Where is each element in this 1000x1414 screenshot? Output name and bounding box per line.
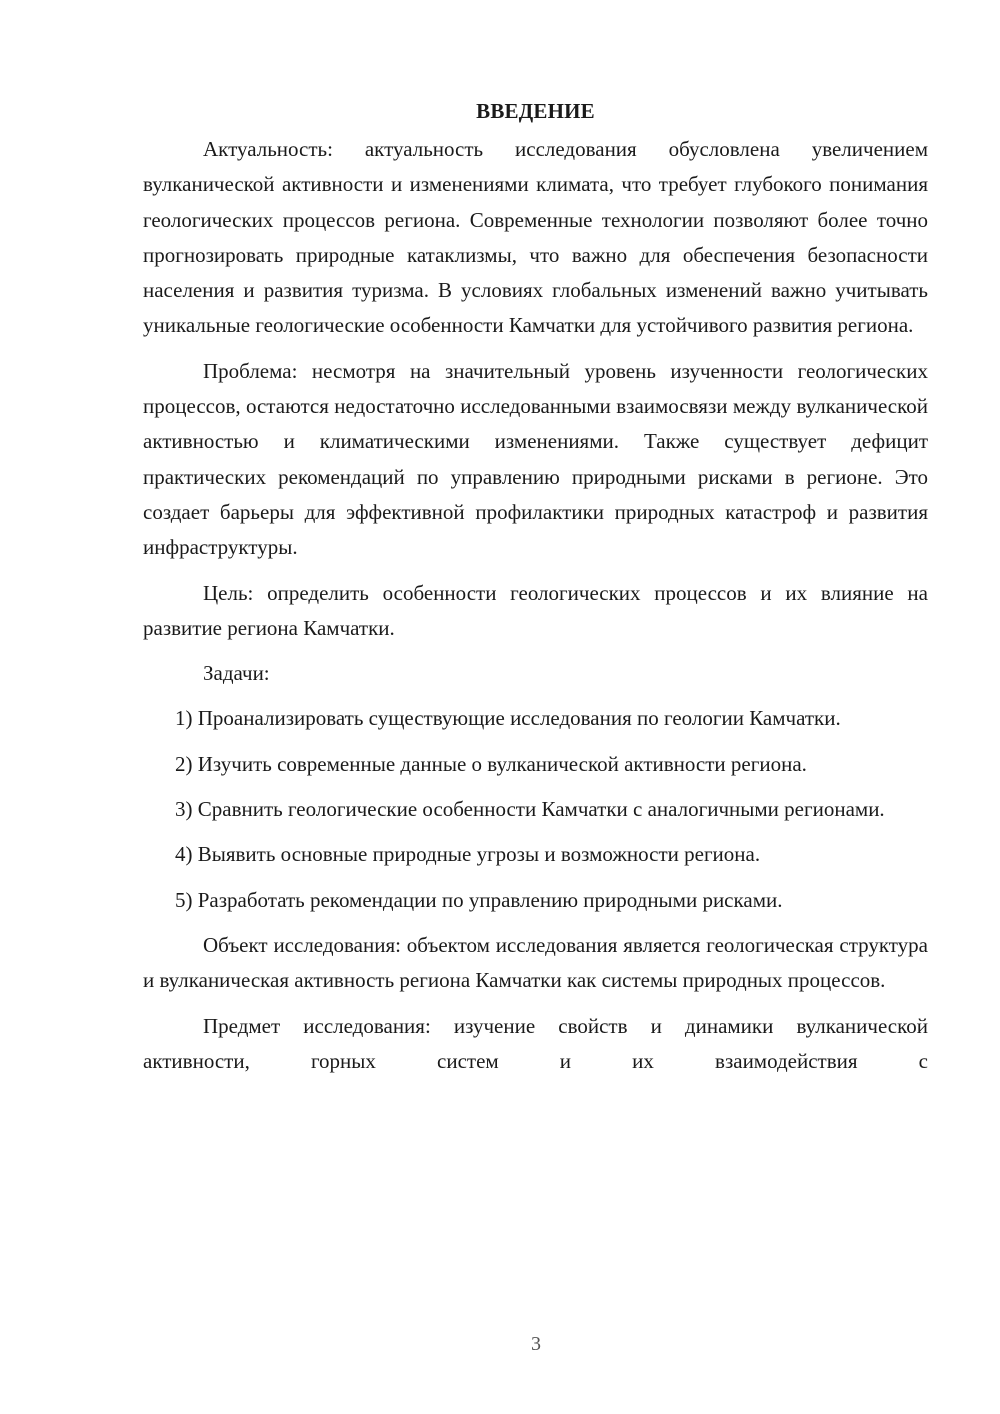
task-item-4: 4) Выявить основные природные угрозы и возможности региона. bbox=[175, 842, 761, 867]
task-item-3: 3) Сравнить геологические особенности Камчатки с аналогичными регионами. bbox=[175, 797, 885, 822]
task-item-2: 2) Изучить современные данные о вулканической активности региона. bbox=[175, 751, 807, 776]
goal-paragraph: Цель: определить особенности геологических процессов и их влияние на развитие региона Камчатки. bbox=[143, 580, 928, 640]
task-item-1: 1) Проанализировать существующие исследования по геологии Камчатки. bbox=[175, 706, 841, 731]
task-item-5: 5) Разработать рекомендации по управлению природными рисками. bbox=[175, 887, 783, 912]
section-heading: ВВЕДЕНИЕ bbox=[476, 99, 595, 123]
page-number: 3 bbox=[531, 1333, 541, 1355]
tasks-list bbox=[143, 701, 928, 917]
problem-paragraph: Проблема: несмотря на значительный уровень изученности геологических процессов, остаются недостаточно исследованными взаимосвязи между вулканической активностью и климатическими изменениями. Также существует дефицит практических рекомендаций по управлению природными рисками в регионе. Это создает барьеры для эффективной профилактики природных катастроф и развития инфраструктуры. bbox=[143, 358, 928, 560]
subject-paragraph: Предмет исследования: изучение свойств и динамики вулканической активности, горных систем и их взаимодействия с bbox=[143, 1013, 928, 1073]
relevance-paragraph: Актуальность: актуальность исследования обусловлена увеличением вулканической активности и изменениями климата, что требует глубокого понимания геологических процессов региона. Современные технологии позволяют более точно прогнозировать природные катаклизмы, что важно для обеспечения безопасности населения и развития туризма. В условиях глобальных изменений важно учитывать уникальные геологические особенности Камчатки для устойчивого развития региона. bbox=[143, 137, 928, 338]
object-paragraph: Объект исследования: объектом исследования является геологическая структура и вулканическая активность региона Камчатки как системы природных процессов. bbox=[143, 932, 928, 993]
document-page bbox=[143, 96, 928, 1089]
tasks-label: Задачи: bbox=[203, 661, 270, 686]
